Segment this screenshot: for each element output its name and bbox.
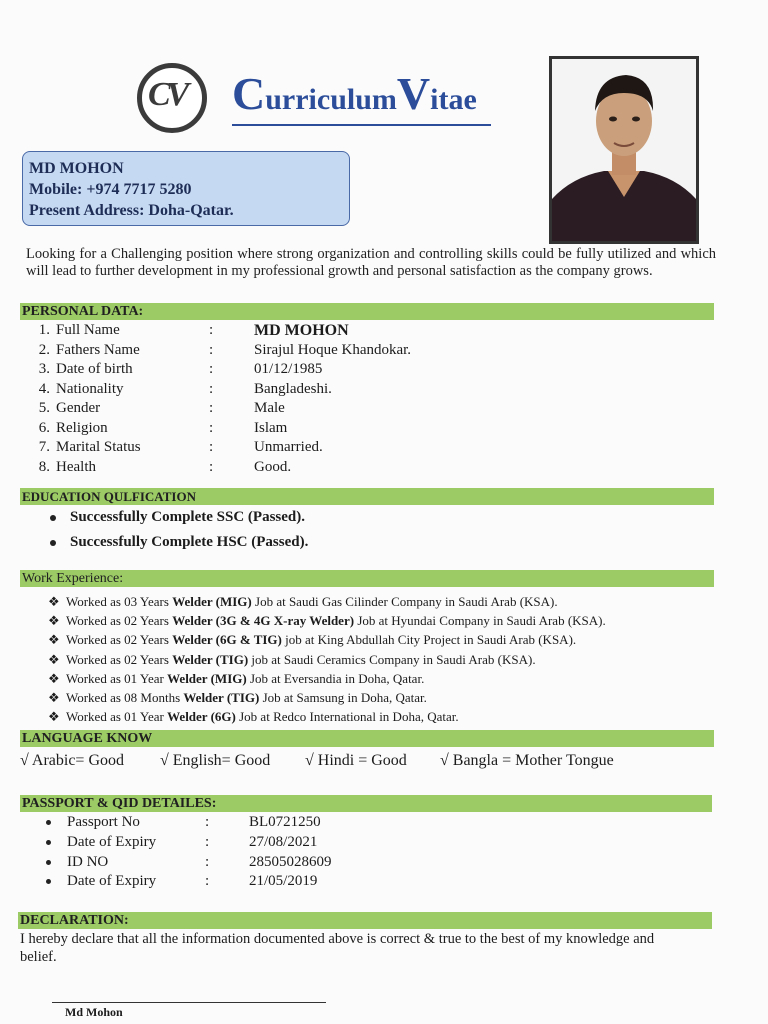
passport-field-label: Date of Expiry bbox=[46, 834, 156, 851]
page-title: CurriculumVitae bbox=[232, 70, 491, 126]
profile-photo bbox=[549, 56, 699, 244]
language-item: √ Bangla = Mother Tongue bbox=[440, 752, 614, 769]
separator-colon: : bbox=[209, 380, 214, 397]
passport-field-value: 21/05/2019 bbox=[249, 873, 318, 890]
work-experience-heading: Work Experience: bbox=[20, 570, 714, 587]
personal-field-label: 2. Fathers Name bbox=[30, 342, 140, 359]
item-number: 1. bbox=[38, 322, 50, 338]
separator-colon: : bbox=[209, 341, 214, 358]
bullet-icon bbox=[46, 820, 51, 825]
separator-colon: : bbox=[205, 833, 210, 850]
mobile-number: Mobile: +974 7717 5280 bbox=[29, 181, 192, 198]
bullet-icon bbox=[46, 860, 51, 865]
personal-field-label: 7. Marital Status bbox=[30, 439, 141, 456]
item-number: 7. bbox=[38, 439, 50, 455]
personal-field-value: Male bbox=[254, 400, 285, 416]
item-number: 2. bbox=[38, 341, 50, 358]
item-number: 4. bbox=[38, 380, 50, 397]
work-experience-item: ❖ Worked as 02 Years Welder (3G & 4G X-ray Welder) Job at Hyundai Company in Saudi Arab (KSA). bbox=[48, 613, 606, 629]
separator-colon: : bbox=[205, 873, 210, 890]
passport-field-label: Date of Expiry bbox=[46, 873, 156, 890]
passport-field-value: 27/08/2021 bbox=[249, 833, 318, 850]
work-experience-item: ❖ Worked as 02 Years Welder (6G & TIG) job at King Abdullah City Project in Saudi Arab (KSA). bbox=[48, 632, 577, 648]
separator-colon: : bbox=[209, 361, 214, 377]
present-address: Present Address: Doha-Qatar. bbox=[29, 202, 234, 219]
personal-field-value: Unmarried. bbox=[254, 439, 323, 455]
diamond-bullet-icon: ❖ bbox=[48, 690, 60, 705]
declaration-text: I hereby declare that all the information documented above is correct & true to the best of my knowledge and belief. bbox=[20, 931, 655, 965]
personal-field-value: MD MOHON bbox=[254, 322, 349, 339]
separator-colon: : bbox=[209, 322, 214, 338]
personal-field-label: 3. Date of birth bbox=[30, 361, 133, 378]
separator-colon: : bbox=[209, 400, 214, 416]
passport-field-label: Passport No bbox=[46, 814, 140, 831]
item-number: 3. bbox=[38, 361, 50, 377]
passport-field-value: BL0721250 bbox=[249, 814, 321, 830]
bullet-icon bbox=[50, 515, 56, 521]
personal-field-label: 5. Gender bbox=[30, 400, 100, 417]
separator-colon: : bbox=[205, 814, 210, 830]
language-item: √ English= Good bbox=[160, 752, 271, 769]
diamond-bullet-icon: ❖ bbox=[48, 613, 60, 629]
language-item: √ Arabic= Good bbox=[20, 752, 125, 769]
language-heading: LANGUAGE KNOW bbox=[20, 730, 714, 747]
personal-field-value: Sirajul Hoque Khandokar. bbox=[254, 341, 412, 358]
bullet-icon bbox=[46, 879, 51, 884]
signature-line bbox=[52, 1002, 326, 1003]
education-item: Successfully Complete HSC (Passed). bbox=[50, 534, 308, 551]
signature-name: Md Mohon bbox=[65, 1005, 123, 1019]
bullet-icon bbox=[50, 540, 56, 546]
personal-field-label: 4. Nationality bbox=[30, 381, 124, 398]
personal-field-label: 8. Health bbox=[30, 459, 96, 476]
language-item: √ Hindi = Good bbox=[305, 752, 407, 769]
bullet-icon bbox=[46, 840, 51, 845]
separator-colon: : bbox=[209, 439, 214, 455]
personal-field-label: 1. Full Name bbox=[30, 322, 120, 339]
work-experience-item: ❖ Worked as 03 Years Welder (MIG) Job at Saudi Gas Cilinder Company in Saudi Arab (KSA). bbox=[48, 594, 558, 609]
cv-logo-letters: CV bbox=[148, 76, 186, 113]
passport-heading: PASSPORT & QID DETAILES: bbox=[20, 795, 712, 812]
work-experience-item: ❖ Worked as 02 Years Welder (TIG) job at Saudi Ceramics Company in Saudi Arab (KSA). bbox=[48, 651, 536, 667]
education-item: Successfully Complete SSC (Passed). bbox=[50, 509, 305, 526]
career-objective: Looking for a Challenging position where strong organization and controlling skills could be fully utilized and which will lead to further development in my professional growth and personal satisfaction as the company grows. bbox=[26, 246, 716, 279]
separator-colon: : bbox=[209, 419, 214, 436]
passport-field-value: 28505028609 bbox=[249, 853, 332, 870]
personal-field-value: Good. bbox=[254, 458, 292, 475]
item-number: 5. bbox=[38, 400, 50, 416]
personal-data-heading: PERSONAL DATA: bbox=[20, 303, 714, 320]
candidate-name: MD MOHON bbox=[29, 160, 124, 177]
contact-box bbox=[22, 151, 350, 226]
work-experience-item: ❖ Worked as 01 Year Welder (MIG) Job at Eversandia in Doha, Qatar. bbox=[48, 670, 425, 686]
diamond-bullet-icon: ❖ bbox=[48, 709, 60, 725]
diamond-bullet-icon: ❖ bbox=[48, 651, 60, 667]
separator-colon: : bbox=[205, 853, 210, 870]
personal-field-value: 01/12/1985 bbox=[254, 361, 323, 377]
diamond-bullet-icon: ❖ bbox=[48, 632, 60, 648]
personal-field-label: 6. Religion bbox=[30, 420, 108, 437]
declaration-heading: DECLARATION: bbox=[18, 912, 712, 929]
passport-field-label: ID NO bbox=[46, 854, 108, 871]
diamond-bullet-icon: ❖ bbox=[48, 670, 60, 686]
personal-field-value: Islam bbox=[254, 419, 288, 436]
item-number: 6. bbox=[38, 419, 50, 436]
work-experience-item: ❖ Worked as 08 Months Welder (TIG) Job at Samsung in Doha, Qatar. bbox=[48, 690, 427, 705]
work-experience-item: ❖ Worked as 01 Year Welder (6G) Job at Redco International in Doha, Qatar. bbox=[48, 709, 459, 725]
personal-field-value: Bangladeshi. bbox=[254, 380, 332, 397]
person-portrait-icon bbox=[552, 59, 696, 241]
diamond-bullet-icon: ❖ bbox=[48, 594, 60, 609]
item-number: 8. bbox=[38, 458, 50, 475]
separator-colon: : bbox=[209, 458, 214, 475]
education-heading: EDUCATION QULFICATION bbox=[20, 488, 714, 505]
